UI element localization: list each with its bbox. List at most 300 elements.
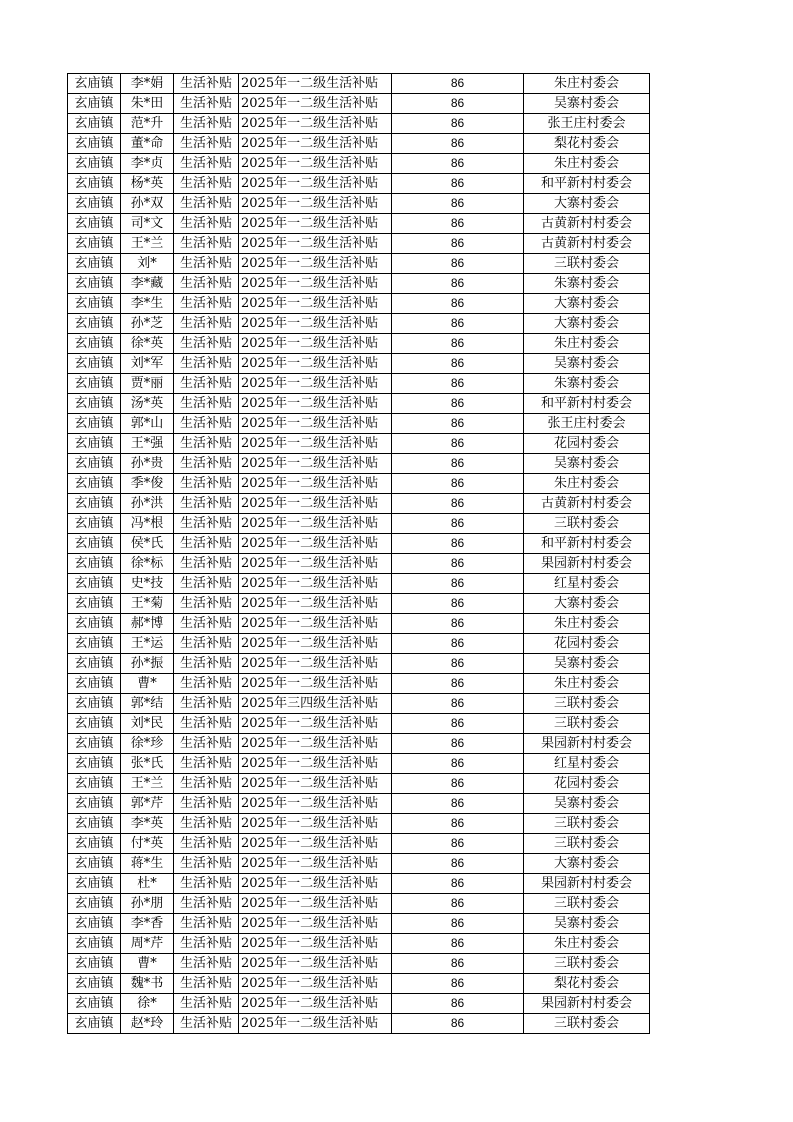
subsidy-item-cell: 2025年一二级生活补贴 bbox=[239, 334, 392, 354]
village-cell: 三联村委会 bbox=[524, 514, 650, 534]
name-cell: 孙*双 bbox=[121, 194, 174, 214]
town-cell: 玄庙镇 bbox=[68, 454, 121, 474]
subsidy-item-cell: 2025年一二级生活补贴 bbox=[239, 854, 392, 874]
name-cell: 朱*田 bbox=[121, 94, 174, 114]
name-cell: 郝*博 bbox=[121, 614, 174, 634]
name-cell: 徐*珍 bbox=[121, 734, 174, 754]
category-cell: 生活补贴 bbox=[174, 394, 239, 414]
village-cell: 朱寨村委会 bbox=[524, 374, 650, 394]
name-cell: 李*香 bbox=[121, 914, 174, 934]
name-cell: 郭*山 bbox=[121, 414, 174, 434]
table-row bbox=[68, 974, 650, 994]
table-row bbox=[68, 994, 650, 1014]
name-cell: 曹* bbox=[121, 674, 174, 694]
amount-cell: 86 bbox=[392, 674, 524, 694]
category-cell: 生活补贴 bbox=[174, 254, 239, 274]
name-cell: 杨*英 bbox=[121, 174, 174, 194]
subsidy-item-cell: 2025年一二级生活补贴 bbox=[239, 774, 392, 794]
subsidy-item-cell: 2025年一二级生活补贴 bbox=[239, 1014, 392, 1034]
subsidy-item-cell: 2025年一二级生活补贴 bbox=[239, 314, 392, 334]
category-cell: 生活补贴 bbox=[174, 454, 239, 474]
amount-cell: 86 bbox=[392, 734, 524, 754]
amount-cell: 86 bbox=[392, 234, 524, 254]
name-cell: 赵*玲 bbox=[121, 1014, 174, 1034]
village-cell: 三联村委会 bbox=[524, 1014, 650, 1034]
village-cell: 梨花村委会 bbox=[524, 134, 650, 154]
village-cell: 三联村委会 bbox=[524, 814, 650, 834]
name-cell: 周*芹 bbox=[121, 934, 174, 954]
category-cell: 生活补贴 bbox=[174, 434, 239, 454]
subsidy-item-cell: 2025年一二级生活补贴 bbox=[239, 94, 392, 114]
table-row bbox=[68, 354, 650, 374]
village-cell: 果园新村村委会 bbox=[524, 994, 650, 1014]
village-cell: 朱庄村委会 bbox=[524, 674, 650, 694]
village-cell: 花园村委会 bbox=[524, 774, 650, 794]
village-cell: 朱庄村委会 bbox=[524, 74, 650, 94]
category-cell: 生活补贴 bbox=[174, 954, 239, 974]
subsidy-item-cell: 2025年一二级生活补贴 bbox=[239, 574, 392, 594]
town-cell: 玄庙镇 bbox=[68, 934, 121, 954]
village-cell: 吴寨村委会 bbox=[524, 354, 650, 374]
subsidy-item-cell: 2025年一二级生活补贴 bbox=[239, 494, 392, 514]
subsidy-item-cell: 2025年一二级生活补贴 bbox=[239, 734, 392, 754]
name-cell: 孙*贵 bbox=[121, 454, 174, 474]
table-row bbox=[68, 834, 650, 854]
amount-cell: 86 bbox=[392, 394, 524, 414]
village-cell: 果园新村村委会 bbox=[524, 554, 650, 574]
table-row bbox=[68, 734, 650, 754]
town-cell: 玄庙镇 bbox=[68, 534, 121, 554]
category-cell: 生活补贴 bbox=[174, 694, 239, 714]
town-cell: 玄庙镇 bbox=[68, 654, 121, 674]
category-cell: 生活补贴 bbox=[174, 154, 239, 174]
amount-cell: 86 bbox=[392, 134, 524, 154]
town-cell: 玄庙镇 bbox=[68, 494, 121, 514]
amount-cell: 86 bbox=[392, 654, 524, 674]
category-cell: 生活补贴 bbox=[174, 474, 239, 494]
name-cell: 孙*朋 bbox=[121, 894, 174, 914]
town-cell: 玄庙镇 bbox=[68, 894, 121, 914]
amount-cell: 86 bbox=[392, 634, 524, 654]
subsidy-item-cell: 2025年一二级生活补贴 bbox=[239, 134, 392, 154]
town-cell: 玄庙镇 bbox=[68, 254, 121, 274]
table-row bbox=[68, 1014, 650, 1034]
village-cell: 三联村委会 bbox=[524, 694, 650, 714]
table-row bbox=[68, 654, 650, 674]
town-cell: 玄庙镇 bbox=[68, 374, 121, 394]
name-cell: 王*兰 bbox=[121, 234, 174, 254]
town-cell: 玄庙镇 bbox=[68, 134, 121, 154]
table-row bbox=[68, 534, 650, 554]
subsidy-item-cell: 2025年一二级生活补贴 bbox=[239, 654, 392, 674]
amount-cell: 86 bbox=[392, 714, 524, 734]
name-cell: 史*技 bbox=[121, 574, 174, 594]
village-cell: 大寨村委会 bbox=[524, 194, 650, 214]
amount-cell: 86 bbox=[392, 934, 524, 954]
table-row bbox=[68, 294, 650, 314]
town-cell: 玄庙镇 bbox=[68, 434, 121, 454]
name-cell: 李*生 bbox=[121, 294, 174, 314]
town-cell: 玄庙镇 bbox=[68, 834, 121, 854]
subsidy-item-cell: 2025年一二级生活补贴 bbox=[239, 274, 392, 294]
table-row bbox=[68, 174, 650, 194]
table-row bbox=[68, 754, 650, 774]
subsidy-item-cell: 2025年一二级生活补贴 bbox=[239, 754, 392, 774]
town-cell: 玄庙镇 bbox=[68, 734, 121, 754]
subsidy-item-cell: 2025年一二级生活补贴 bbox=[239, 74, 392, 94]
table-row bbox=[68, 154, 650, 174]
category-cell: 生活补贴 bbox=[174, 734, 239, 754]
amount-cell: 86 bbox=[392, 514, 524, 534]
subsidy-item-cell: 2025年一二级生活补贴 bbox=[239, 634, 392, 654]
category-cell: 生活补贴 bbox=[174, 794, 239, 814]
village-cell: 果园新村村委会 bbox=[524, 874, 650, 894]
town-cell: 玄庙镇 bbox=[68, 794, 121, 814]
town-cell: 玄庙镇 bbox=[68, 614, 121, 634]
table-body bbox=[68, 74, 650, 1034]
village-cell: 吴寨村委会 bbox=[524, 94, 650, 114]
name-cell: 董*命 bbox=[121, 134, 174, 154]
category-cell: 生活补贴 bbox=[174, 194, 239, 214]
town-cell: 玄庙镇 bbox=[68, 594, 121, 614]
name-cell: 刘*军 bbox=[121, 354, 174, 374]
category-cell: 生活补贴 bbox=[174, 374, 239, 394]
table-row bbox=[68, 134, 650, 154]
category-cell: 生活补贴 bbox=[174, 214, 239, 234]
village-cell: 三联村委会 bbox=[524, 954, 650, 974]
subsidy-item-cell: 2025年一二级生活补贴 bbox=[239, 154, 392, 174]
subsidy-table bbox=[67, 73, 650, 1034]
name-cell: 李*娟 bbox=[121, 74, 174, 94]
name-cell: 王*强 bbox=[121, 434, 174, 454]
name-cell: 范*升 bbox=[121, 114, 174, 134]
town-cell: 玄庙镇 bbox=[68, 954, 121, 974]
name-cell: 李*藏 bbox=[121, 274, 174, 294]
name-cell: 汤*英 bbox=[121, 394, 174, 414]
village-cell: 三联村委会 bbox=[524, 254, 650, 274]
category-cell: 生活补贴 bbox=[174, 334, 239, 354]
amount-cell: 86 bbox=[392, 414, 524, 434]
table-row bbox=[68, 314, 650, 334]
table-row bbox=[68, 794, 650, 814]
subsidy-item-cell: 2025年一二级生活补贴 bbox=[239, 194, 392, 214]
name-cell: 蒋*生 bbox=[121, 854, 174, 874]
village-cell: 和平新村村委会 bbox=[524, 534, 650, 554]
subsidy-item-cell: 2025年一二级生活补贴 bbox=[239, 974, 392, 994]
amount-cell: 86 bbox=[392, 374, 524, 394]
subsidy-item-cell: 2025年一二级生活补贴 bbox=[239, 374, 392, 394]
amount-cell: 86 bbox=[392, 554, 524, 574]
name-cell: 徐*标 bbox=[121, 554, 174, 574]
amount-cell: 86 bbox=[392, 794, 524, 814]
subsidy-item-cell: 2025年一二级生活补贴 bbox=[239, 674, 392, 694]
village-cell: 三联村委会 bbox=[524, 834, 650, 854]
subsidy-item-cell: 2025年一二级生活补贴 bbox=[239, 354, 392, 374]
amount-cell: 86 bbox=[392, 594, 524, 614]
table-row bbox=[68, 414, 650, 434]
category-cell: 生活补贴 bbox=[174, 314, 239, 334]
subsidy-item-cell: 2025年一二级生活补贴 bbox=[239, 994, 392, 1014]
subsidy-item-cell: 2025年一二级生活补贴 bbox=[239, 214, 392, 234]
amount-cell: 86 bbox=[392, 954, 524, 974]
name-cell: 刘*民 bbox=[121, 714, 174, 734]
category-cell: 生活补贴 bbox=[174, 274, 239, 294]
table-row bbox=[68, 934, 650, 954]
category-cell: 生活补贴 bbox=[174, 894, 239, 914]
subsidy-item-cell: 2025年一二级生活补贴 bbox=[239, 934, 392, 954]
subsidy-item-cell: 2025年一二级生活补贴 bbox=[239, 814, 392, 834]
category-cell: 生活补贴 bbox=[174, 774, 239, 794]
amount-cell: 86 bbox=[392, 114, 524, 134]
amount-cell: 86 bbox=[392, 214, 524, 234]
village-cell: 和平新村村委会 bbox=[524, 394, 650, 414]
table-row bbox=[68, 474, 650, 494]
table-row bbox=[68, 814, 650, 834]
village-cell: 红星村委会 bbox=[524, 754, 650, 774]
amount-cell: 86 bbox=[392, 94, 524, 114]
table-row bbox=[68, 554, 650, 574]
town-cell: 玄庙镇 bbox=[68, 554, 121, 574]
town-cell: 玄庙镇 bbox=[68, 154, 121, 174]
town-cell: 玄庙镇 bbox=[68, 514, 121, 534]
amount-cell: 86 bbox=[392, 174, 524, 194]
category-cell: 生活补贴 bbox=[174, 134, 239, 154]
amount-cell: 86 bbox=[392, 1014, 524, 1034]
subsidy-item-cell: 2025年一二级生活补贴 bbox=[239, 534, 392, 554]
name-cell: 王*运 bbox=[121, 634, 174, 654]
name-cell: 刘* bbox=[121, 254, 174, 274]
table-row bbox=[68, 894, 650, 914]
subsidy-item-cell: 2025年一二级生活补贴 bbox=[239, 394, 392, 414]
name-cell: 孙*洪 bbox=[121, 494, 174, 514]
name-cell: 冯*根 bbox=[121, 514, 174, 534]
category-cell: 生活补贴 bbox=[174, 914, 239, 934]
subsidy-item-cell: 2025年一二级生活补贴 bbox=[239, 954, 392, 974]
amount-cell: 86 bbox=[392, 534, 524, 554]
category-cell: 生活补贴 bbox=[174, 114, 239, 134]
amount-cell: 86 bbox=[392, 194, 524, 214]
village-cell: 古黄新村村委会 bbox=[524, 234, 650, 254]
name-cell: 贾*丽 bbox=[121, 374, 174, 394]
table-row bbox=[68, 954, 650, 974]
table-row bbox=[68, 334, 650, 354]
town-cell: 玄庙镇 bbox=[68, 714, 121, 734]
village-cell: 三联村委会 bbox=[524, 894, 650, 914]
category-cell: 生活补贴 bbox=[174, 494, 239, 514]
town-cell: 玄庙镇 bbox=[68, 574, 121, 594]
name-cell: 徐* bbox=[121, 994, 174, 1014]
category-cell: 生活补贴 bbox=[174, 294, 239, 314]
table-row bbox=[68, 94, 650, 114]
town-cell: 玄庙镇 bbox=[68, 674, 121, 694]
name-cell: 王*兰 bbox=[121, 774, 174, 794]
village-cell: 吴寨村委会 bbox=[524, 914, 650, 934]
name-cell: 郭*结 bbox=[121, 694, 174, 714]
table-row bbox=[68, 854, 650, 874]
amount-cell: 86 bbox=[392, 294, 524, 314]
subsidy-item-cell: 2025年一二级生活补贴 bbox=[239, 714, 392, 734]
amount-cell: 86 bbox=[392, 974, 524, 994]
village-cell: 大寨村委会 bbox=[524, 314, 650, 334]
village-cell: 三联村委会 bbox=[524, 714, 650, 734]
category-cell: 生活补贴 bbox=[174, 354, 239, 374]
village-cell: 吴寨村委会 bbox=[524, 454, 650, 474]
subsidy-item-cell: 2025年一二级生活补贴 bbox=[239, 874, 392, 894]
amount-cell: 86 bbox=[392, 774, 524, 794]
amount-cell: 86 bbox=[392, 614, 524, 634]
town-cell: 玄庙镇 bbox=[68, 214, 121, 234]
amount-cell: 86 bbox=[392, 854, 524, 874]
table-row bbox=[68, 574, 650, 594]
town-cell: 玄庙镇 bbox=[68, 114, 121, 134]
village-cell: 和平新村村委会 bbox=[524, 174, 650, 194]
category-cell: 生活补贴 bbox=[174, 574, 239, 594]
village-cell: 大寨村委会 bbox=[524, 294, 650, 314]
category-cell: 生活补贴 bbox=[174, 614, 239, 634]
table-row bbox=[68, 114, 650, 134]
village-cell: 花园村委会 bbox=[524, 634, 650, 654]
town-cell: 玄庙镇 bbox=[68, 94, 121, 114]
subsidy-item-cell: 2025年一二级生活补贴 bbox=[239, 114, 392, 134]
village-cell: 朱庄村委会 bbox=[524, 154, 650, 174]
village-cell: 吴寨村委会 bbox=[524, 654, 650, 674]
village-cell: 朱庄村委会 bbox=[524, 934, 650, 954]
town-cell: 玄庙镇 bbox=[68, 854, 121, 874]
subsidy-item-cell: 2025年一二级生活补贴 bbox=[239, 914, 392, 934]
town-cell: 玄庙镇 bbox=[68, 334, 121, 354]
name-cell: 郭*芹 bbox=[121, 794, 174, 814]
name-cell: 曹* bbox=[121, 954, 174, 974]
village-cell: 朱寨村委会 bbox=[524, 274, 650, 294]
category-cell: 生活补贴 bbox=[174, 1014, 239, 1034]
amount-cell: 86 bbox=[392, 834, 524, 854]
town-cell: 玄庙镇 bbox=[68, 274, 121, 294]
amount-cell: 86 bbox=[392, 474, 524, 494]
name-cell: 徐*英 bbox=[121, 334, 174, 354]
category-cell: 生活补贴 bbox=[174, 174, 239, 194]
table-row bbox=[68, 374, 650, 394]
category-cell: 生活补贴 bbox=[174, 514, 239, 534]
town-cell: 玄庙镇 bbox=[68, 634, 121, 654]
category-cell: 生活补贴 bbox=[174, 974, 239, 994]
town-cell: 玄庙镇 bbox=[68, 294, 121, 314]
category-cell: 生活补贴 bbox=[174, 834, 239, 854]
table-row bbox=[68, 674, 650, 694]
subsidy-item-cell: 2025年一二级生活补贴 bbox=[239, 234, 392, 254]
table-row bbox=[68, 634, 650, 654]
category-cell: 生活补贴 bbox=[174, 554, 239, 574]
amount-cell: 86 bbox=[392, 694, 524, 714]
amount-cell: 86 bbox=[392, 434, 524, 454]
subsidy-item-cell: 2025年一二级生活补贴 bbox=[239, 894, 392, 914]
table-row bbox=[68, 714, 650, 734]
subsidy-item-cell: 2025年一二级生活补贴 bbox=[239, 174, 392, 194]
table-row bbox=[68, 234, 650, 254]
table-row bbox=[68, 774, 650, 794]
village-cell: 大寨村委会 bbox=[524, 854, 650, 874]
town-cell: 玄庙镇 bbox=[68, 394, 121, 414]
village-cell: 花园村委会 bbox=[524, 434, 650, 454]
amount-cell: 86 bbox=[392, 894, 524, 914]
table-row bbox=[68, 434, 650, 454]
town-cell: 玄庙镇 bbox=[68, 874, 121, 894]
town-cell: 玄庙镇 bbox=[68, 194, 121, 214]
subsidy-item-cell: 2025年一二级生活补贴 bbox=[239, 254, 392, 274]
amount-cell: 86 bbox=[392, 314, 524, 334]
name-cell: 张*氏 bbox=[121, 754, 174, 774]
category-cell: 生活补贴 bbox=[174, 714, 239, 734]
table-row bbox=[68, 214, 650, 234]
table-row bbox=[68, 394, 650, 414]
town-cell: 玄庙镇 bbox=[68, 694, 121, 714]
table-row bbox=[68, 454, 650, 474]
category-cell: 生活补贴 bbox=[174, 874, 239, 894]
amount-cell: 86 bbox=[392, 454, 524, 474]
subsidy-item-cell: 2025年一二级生活补贴 bbox=[239, 794, 392, 814]
table-row bbox=[68, 594, 650, 614]
town-cell: 玄庙镇 bbox=[68, 974, 121, 994]
category-cell: 生活补贴 bbox=[174, 994, 239, 1014]
village-cell: 张王庄村委会 bbox=[524, 414, 650, 434]
town-cell: 玄庙镇 bbox=[68, 814, 121, 834]
subsidy-item-cell: 2025年一二级生活补贴 bbox=[239, 474, 392, 494]
town-cell: 玄庙镇 bbox=[68, 774, 121, 794]
category-cell: 生活补贴 bbox=[174, 234, 239, 254]
subsidy-item-cell: 2025年三四级生活补贴 bbox=[239, 694, 392, 714]
category-cell: 生活补贴 bbox=[174, 674, 239, 694]
village-cell: 古黄新村村委会 bbox=[524, 494, 650, 514]
name-cell: 孙*芝 bbox=[121, 314, 174, 334]
amount-cell: 86 bbox=[392, 274, 524, 294]
name-cell: 季*俊 bbox=[121, 474, 174, 494]
village-cell: 张王庄村委会 bbox=[524, 114, 650, 134]
table-row bbox=[68, 874, 650, 894]
village-cell: 梨花村委会 bbox=[524, 974, 650, 994]
amount-cell: 86 bbox=[392, 874, 524, 894]
category-cell: 生活补贴 bbox=[174, 754, 239, 774]
table-row bbox=[68, 74, 650, 94]
village-cell: 吴寨村委会 bbox=[524, 794, 650, 814]
village-cell: 大寨村委会 bbox=[524, 594, 650, 614]
category-cell: 生活补贴 bbox=[174, 814, 239, 834]
name-cell: 李*英 bbox=[121, 814, 174, 834]
name-cell: 司*文 bbox=[121, 214, 174, 234]
amount-cell: 86 bbox=[392, 914, 524, 934]
table-row bbox=[68, 914, 650, 934]
subsidy-item-cell: 2025年一二级生活补贴 bbox=[239, 454, 392, 474]
town-cell: 玄庙镇 bbox=[68, 354, 121, 374]
name-cell: 杜* bbox=[121, 874, 174, 894]
category-cell: 生活补贴 bbox=[174, 534, 239, 554]
table-row bbox=[68, 694, 650, 714]
name-cell: 侯*氏 bbox=[121, 534, 174, 554]
amount-cell: 86 bbox=[392, 494, 524, 514]
name-cell: 李*贞 bbox=[121, 154, 174, 174]
category-cell: 生活补贴 bbox=[174, 94, 239, 114]
amount-cell: 86 bbox=[392, 574, 524, 594]
subsidy-item-cell: 2025年一二级生活补贴 bbox=[239, 614, 392, 634]
town-cell: 玄庙镇 bbox=[68, 914, 121, 934]
amount-cell: 86 bbox=[392, 154, 524, 174]
table-row bbox=[68, 274, 650, 294]
subsidy-item-cell: 2025年一二级生活补贴 bbox=[239, 414, 392, 434]
village-cell: 朱庄村委会 bbox=[524, 334, 650, 354]
town-cell: 玄庙镇 bbox=[68, 1014, 121, 1034]
town-cell: 玄庙镇 bbox=[68, 74, 121, 94]
amount-cell: 86 bbox=[392, 754, 524, 774]
amount-cell: 86 bbox=[392, 994, 524, 1014]
town-cell: 玄庙镇 bbox=[68, 474, 121, 494]
